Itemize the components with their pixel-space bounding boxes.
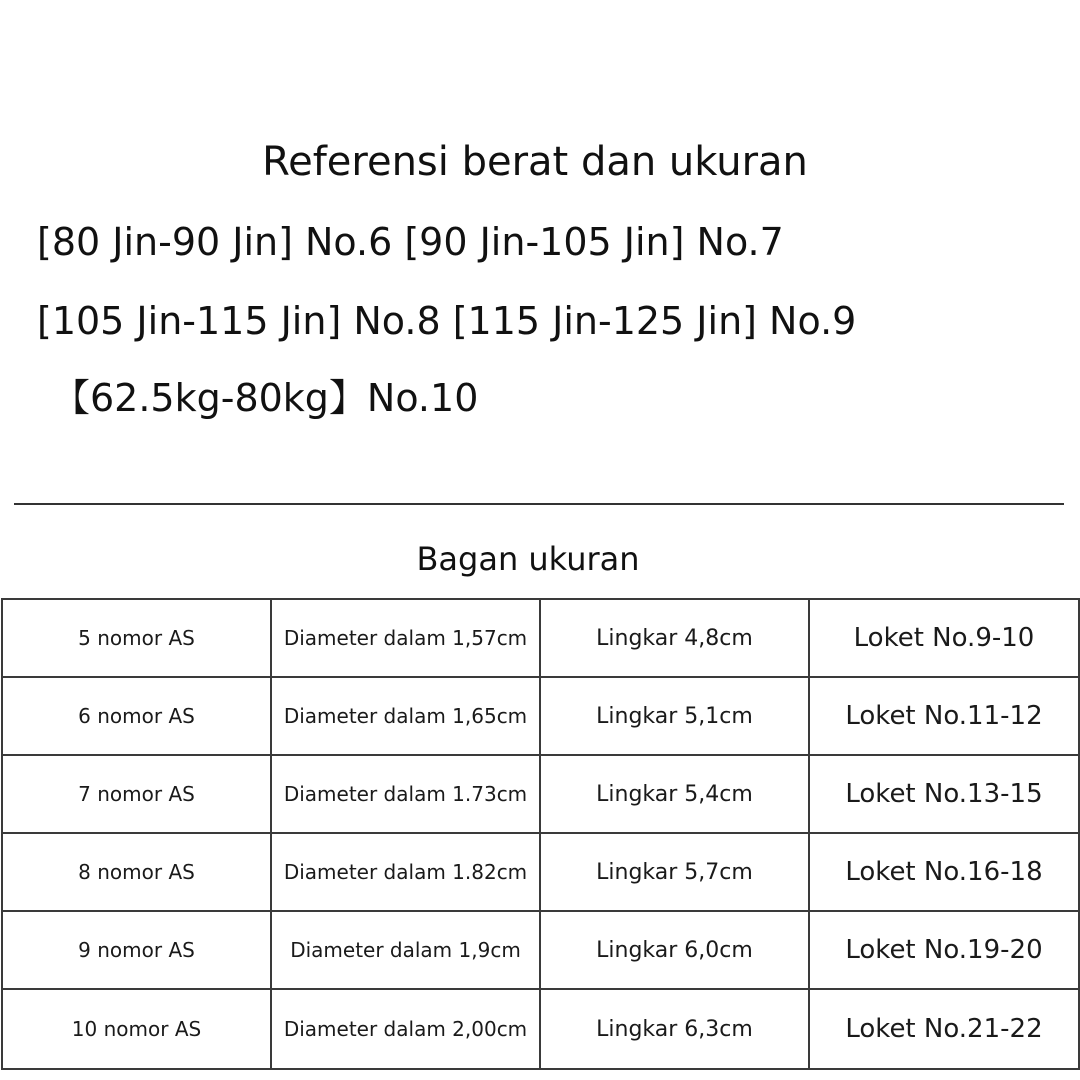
us-size-cell: 10 nomor AS xyxy=(2,989,271,1069)
size-chart-table xyxy=(1,598,1080,1070)
reference-line: [80 Jin-90 Jin] No.6 [90 Jin-105 Jin] No.7 xyxy=(37,220,784,264)
reference-line: 【62.5kg-80kg】No.10 xyxy=(52,376,479,420)
circumference-cell: Lingkar 5,4cm xyxy=(540,755,809,833)
loket-cell: Loket No.11-12 xyxy=(809,677,1079,755)
table-row xyxy=(2,911,1079,989)
inner-diameter-cell: Diameter dalam 2,00cm xyxy=(271,989,540,1069)
table-row xyxy=(2,599,1079,677)
circumference-cell: Lingkar 5,1cm xyxy=(540,677,809,755)
us-size-cell: 7 nomor AS xyxy=(2,755,271,833)
table-row xyxy=(2,755,1079,833)
table-row xyxy=(2,989,1079,1069)
table-row xyxy=(2,677,1079,755)
inner-diameter-cell: Diameter dalam 1.73cm xyxy=(271,755,540,833)
inner-diameter-cell: Diameter dalam 1.82cm xyxy=(271,833,540,911)
reference-line: [105 Jin-115 Jin] No.8 [115 Jin-125 Jin] No.9 xyxy=(37,299,857,343)
us-size-cell: 9 nomor AS xyxy=(2,911,271,989)
reference-title: Referensi berat dan ukuran xyxy=(262,139,808,185)
circumference-cell: Lingkar 5,7cm xyxy=(540,833,809,911)
us-size-cell: 6 nomor AS xyxy=(2,677,271,755)
loket-cell: Loket No.13-15 xyxy=(809,755,1079,833)
inner-diameter-cell: Diameter dalam 1,57cm xyxy=(271,599,540,677)
circumference-cell: Lingkar 6,0cm xyxy=(540,911,809,989)
section-divider xyxy=(14,503,1064,505)
inner-diameter-cell: Diameter dalam 1,9cm xyxy=(271,911,540,989)
size-chart-title: Bagan ukuran xyxy=(416,540,640,578)
circumference-cell: Lingkar 6,3cm xyxy=(540,989,809,1069)
inner-diameter-cell: Diameter dalam 1,65cm xyxy=(271,677,540,755)
table-row xyxy=(2,833,1079,911)
us-size-cell: 8 nomor AS xyxy=(2,833,271,911)
us-size-cell: 5 nomor AS xyxy=(2,599,271,677)
loket-cell: Loket No.19-20 xyxy=(809,911,1079,989)
loket-cell: Loket No.16-18 xyxy=(809,833,1079,911)
circumference-cell: Lingkar 4,8cm xyxy=(540,599,809,677)
loket-cell: Loket No.21-22 xyxy=(809,989,1079,1069)
loket-cell: Loket No.9-10 xyxy=(809,599,1079,677)
